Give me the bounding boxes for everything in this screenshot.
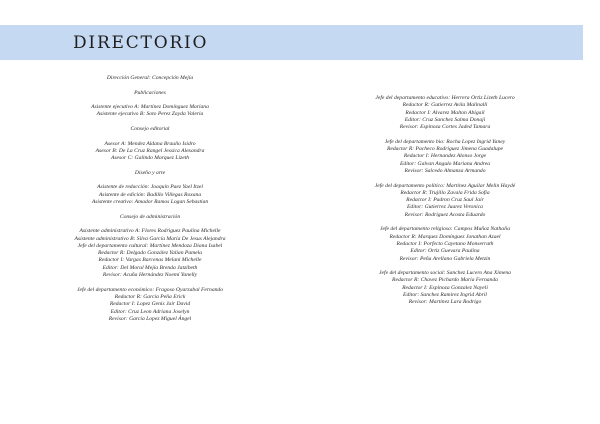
directory-entry: Consejo de administración (119, 213, 181, 220)
directory-entry: Redactor R: Pacheco Rodriguez Jimena Guadalupe (386, 146, 504, 153)
directory-entry: Asesor A: Mendez Aldana Braulio Isidro (104, 140, 196, 147)
directory-entry: Asistente administrativo A: Flores Rodriguez Paulina Michelle (79, 228, 221, 235)
spacer (50, 97, 250, 104)
directory-entry: Asistente ejecutivo B: Soto Perez Zayda Valeria (96, 111, 204, 118)
spacer (50, 119, 250, 126)
directory-entry: Asistente ejecutivo A: Martínez Domínguez Mariana (91, 104, 209, 111)
directory-entry: Editor: Del Moral Mejía Brenda Jatzibeth (102, 264, 198, 271)
directory-entry: Asistente creativo: Amador Ramos Logan Sebastian (91, 199, 209, 206)
directory-entry: Revisor: García Lopez Miguel Ángel (108, 315, 192, 322)
directory-entry: Revisor: Martinez Lara Rodrigo (408, 299, 482, 306)
directory-entry: Dirección General: Concepción Mejía (106, 75, 194, 81)
spacer (50, 279, 250, 286)
spacer (345, 131, 545, 138)
spacer (50, 163, 250, 170)
directory-entry: Diseño y arte (134, 169, 166, 176)
directory-entry: Editor: Sanchez Ramirez Ingrid Abril (403, 292, 487, 299)
spacer (50, 82, 250, 89)
directory-entry: Redactor I: Espinoza Gonzalez Nayeli (402, 284, 488, 291)
spacer (50, 177, 250, 184)
directory-entry: Redactor R: Delgado González Yalian Pamela (97, 250, 203, 257)
directory-entry: Asistente de edición: Badillo Villegas Roxana (98, 191, 202, 198)
directory-entry: Editor: Ortiz Guevara Paulina (410, 248, 480, 255)
directory-entry: Jefe del departamento educativo: Herrera Ortiz Lizeth Lucero (375, 95, 515, 101)
directory-entry: Redactor R: Chavez Pichardo María Fernanda (392, 277, 498, 284)
directory-entry: Redactor I: Padron Cruz Saul Jair (406, 197, 484, 204)
directory-entry: Asistente administrativo B: Silva García María De Jesus Alejandra (74, 235, 226, 242)
directory-entry: Editor: Cruz Sanchez Salma Donaji (404, 116, 486, 123)
directory-entry: Jefe del departamento cultural: Martínez Mendoza Diana Isabel (77, 242, 223, 249)
directory-entry: Editor: Gutierrez Juarez Veronica (407, 204, 483, 211)
directory-entry: Redactor I: Lopez Genis Jair David (109, 301, 191, 308)
directory-entry: Publicaciones (134, 89, 166, 96)
directory-entry: Redactor I: Hernandez Alonso Jorge (403, 153, 487, 160)
directory-entry: Editor: Galvan Angulo Mariana Andrea (399, 160, 490, 167)
directory-entry: Revisor: Acuña Hernández Noemí Yanelly (102, 272, 198, 279)
directory-entry: Redactor R: Marquez Domínguez Jonathan Azael (389, 233, 501, 240)
directory-entry: Editor: Cruz Leon Adriana Joselyn (110, 308, 190, 315)
directory-entry: Jefe del departamento social: Sanchez Lucero Ana Ximena (379, 270, 511, 277)
right-column (345, 95, 545, 307)
header-banner (0, 25, 583, 60)
directory-entry: Consejo editorial (130, 126, 170, 133)
directory-entry: Revisor: Espinoza Cortes Jaded Tamara (399, 124, 491, 131)
left-column (50, 75, 250, 323)
directory-entry: Redactor I: Alvarez Malton Abigail (405, 109, 485, 116)
directory-entry: Jefe del departamento económico: Fragoso Oyarzabal Fernando (76, 286, 224, 293)
directory-entry: Asesor B: De La Cruz Rangel Jessica Alexandra (95, 147, 205, 154)
directory-entry: Redactor R: García Peña Erick (114, 293, 186, 300)
directory-entry: Redactor I: Porfecto Cayetano Monserrath (396, 240, 494, 247)
directory-entry: Redactor R: Gutierrez Avila Malinalli (402, 102, 488, 109)
spacer (50, 221, 250, 228)
directory-entry: Revisor: Salcedo Almanza Armando (404, 167, 486, 174)
spacer (50, 133, 250, 140)
directory-entry: Jefe del departamento bio: Rocha Lopez Ingrid Yaney (384, 138, 506, 145)
directory-entry: Jefe del departamento religioso: Campos Muñoz Nathalia (380, 226, 510, 233)
directory-entry: Asistente de redacción: Joaquin Paez Yael Itzel (97, 184, 203, 191)
directory-entry: Redactor I: Vargas Barcenas Melani Michelle (98, 257, 202, 264)
spacer (50, 206, 250, 213)
directory-entry: Asesor C: Galindo Marquez Lizeth (110, 155, 190, 162)
directory-entry: Revisor: Peña Arellano Gabriela Metzin (399, 255, 491, 262)
directory-entry: Revisor: Rodriguez Acosta Eduardo (404, 211, 486, 218)
page-title: DIRECTORIO (73, 33, 209, 53)
directory-entry: Redactor R: Trujillo Zavala Frida Sofia (400, 189, 490, 196)
spacer (345, 175, 545, 182)
directory-entry: Jefe del departamento político: Martínez Aguilar Melin Haydé (374, 182, 516, 189)
